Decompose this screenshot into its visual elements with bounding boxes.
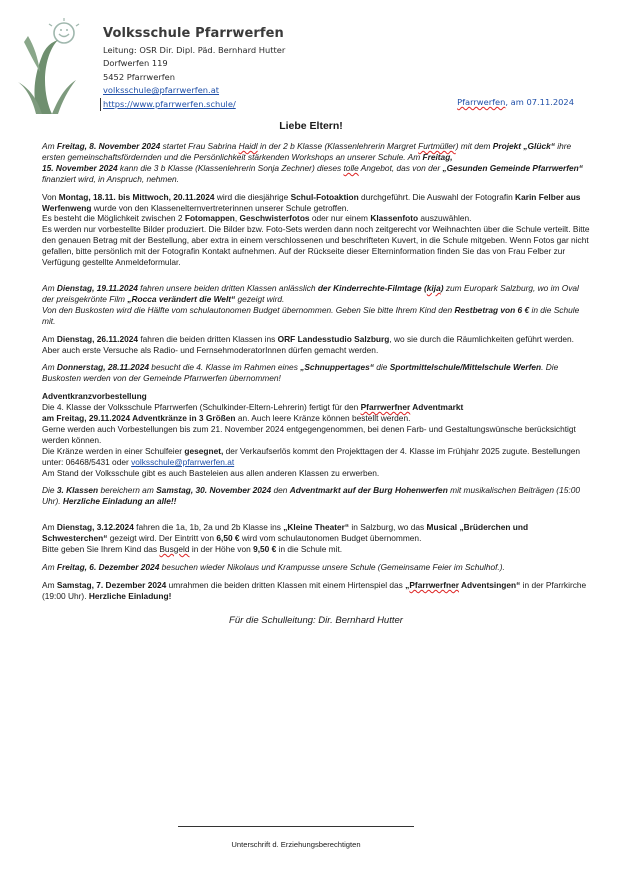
signature-label: Unterschrift d. Erziehungsberechtigten — [231, 840, 361, 849]
school-leitung: Leitung: OSR Dir. Dipl. Päd. Bernhard Hutter — [103, 45, 286, 55]
paragraph-adventsingen: Am Samstag, 7. Dezember 2024 umrahmen die beiden dritten Klassen mit einem Hirtenspiel das „Pfarrwerfner Adventsingen“ in der Pfarrkirche (19:00 Uhr). Herzliche Einladung! — [42, 579, 587, 601]
school-website-link[interactable]: https://www.pfarrwerfen.schule/ — [103, 98, 236, 109]
school-letterhead — [103, 26, 285, 111]
letter-salutation: Liebe Eltern! — [279, 120, 343, 132]
date-value: , am 07.11.2024 — [505, 97, 574, 107]
paragraph-fotoaktion: Von Montag, 18.11. bis Mittwoch, 20.11.2024 wird die diesjährige Schul-Fotoaktion durchgeführt. Die Auswahl der Fotografin Karin Felber aus Werfenweng wurde von den Klassenelternvertreterinnen unserer Schule getroffen. Es besteht die Möglichkeit zwischen 2 Fotomappen, Geschwisterfotos oder nur einem Klassenfoto auszuwählen. Es werden nur vorbestellte Bilder produziert. Die Bilder bzw. Foto-Sets werden dann noch zeitgerecht vor Weihnachten über die Schule verteilt. Bitte den genauen Betrag mit der Bestellung, aber extra in einem verschlossenen und beschrifteten Kuvert, in die Schule mitgeben. Wenn Fotos gar nicht gefallen, bitte persönlich mit der Fotografin Kontakt aufnehmen. Auf der Rückseite dieser Elterninformation finden Sie das von Frau Felber zur Verfügung gestellte Anmeldeformular. — [42, 191, 590, 268]
school-street: Dorfwerfen 119 — [103, 58, 168, 69]
school-logo — [12, 16, 92, 116]
school-city: 5452 Pfarrwerfen — [103, 71, 176, 82]
sign-off: Für die Schulleitung: Dir. Bernhard Hutter — [229, 614, 403, 626]
signature-line — [178, 826, 414, 827]
school-email-link[interactable]: volksschule@pfarrwerfen.at — [103, 85, 220, 96]
letter-date — [457, 97, 574, 107]
paragraph-theater: Am Dienstag, 3.12.2024 fahren die 1a, 1b, 2a und 2b Klasse ins „Kleine Theater“ in Salzburg, wo das Musical „Brüderchen und Schwesterchen“ gezeigt wird. Der Eintritt von 6,50 € wird vom schulautonomen Budget übernommen. Bitte geben Sie Ihrem Kind das Busgeld in der Höhe von 9,50 € in die Schule mit. — [42, 522, 529, 555]
paragraph-schnuppertag: Am Donnerstag, 28.11.2024 besucht die 4. Klasse im Rahmen eines „Schnuppertages“ die Sportmittelschule/Mittelschule Werfen. Die Buskosten werden von der Gemeinde Pfarrwerfen übernommen! — [42, 362, 559, 384]
adventkranz-heading: Adventkranzvorbestellung — [42, 391, 147, 402]
paragraph-orf: Am Dienstag, 26.11.2024 fahren die beiden dritten Klassen ins ORF Landesstudio Salzburg, wo sie durch die Räumlichkeiten geführt werden. Aber auch erste Versuche als Radio- und FernsehmoderatorInnen dürfen gemacht werden. — [42, 333, 574, 355]
paragraph-hohenwerfen: Die 3. Klassen bereichern am Samstag, 30. November 2024 den Adventmarkt auf der Burg Hohenwerfen mit musikalischen Beiträgen (15:00 Uhr). Herzliche Einladung an alle!! — [42, 485, 580, 507]
paragraph-filmtage: Am Dienstag, 19.11.2024 fahren unsere beiden dritten Klassen anlässlich der Kinderrechte-Filmtage (kija) zum Europark Salzburg, wo im Oval der preisgekrönte Film „Rocca verändert die Welt“ gezeigt wird. Von den Buskosten wird die Hälfte vom schulautonomen Budget übernommen. Geben Sie bitte Ihrem Kind den Restbetrag von 6 € in die Schule mit. — [42, 282, 580, 326]
paragraph-nikolaus: Am Freitag, 6. Dezember 2024 besuchen wieder Nikolaus und Krampusse unsere Schule (Gemeinsame Feier im Schulhof.). — [42, 562, 505, 572]
paragraph-glueck: Am Freitag, 8. November 2024 startet Frau Sabrina Haidl in der 2 b Klasse (Klassenlehrerin Margret Furtmüller) mit dem Projekt „Glück“ ihre ersten gemeinschaftsfördernden und die Persönlichkeit stärkenden Workshops an unserer Schule. Am Freitag, 15. November 2024 kann die 3 b Klasse (Klassenlehrerin Sonja Zechner) dieses tolle Angebot, das von der „Gesunden Gemeinde Pfarrwerfen“ finanziert wird, in Anspruch, nehmen. — [42, 141, 583, 184]
paragraph-adventkranz: Adventkranzvorbestellung Die 4. Klasse der Volksschule Pfarrwerfen (Schulkinder-Eltern-Lehrerin) fertigt für den Pfarrwerfner Adventmarkt am Freitag, 29.11.2024 Adventkränze in 3 Größen an. Auch leere Kränze können bestellt werden. Gerne werden auch Vorbestellungen bis zum 21. November 2024 entgegengenommen, bei denen Farb- und Gestaltungswünsche berücksichtigt werden können. Die Kränze werden in einer Schulfeier gesegnet, der Verkaufserlös kommt den Projekttagen der 4. Klasse im Frühjahr 2025 zugute. Bestellungen unter: 06468/5431 oder volksschule@pfarrwerfen.at Am Stand der Volksschule gibt es auch Basteleien aus allen anderen Klassen zu erwerben. — [42, 391, 581, 478]
order-email-link[interactable]: volksschule@pfarrwerfen.at — [131, 456, 235, 467]
letter-body — [42, 141, 590, 634]
date-place: Pfarrwerfen — [457, 97, 506, 107]
school-name: Volksschule Pfarrwerfen — [103, 26, 284, 41]
